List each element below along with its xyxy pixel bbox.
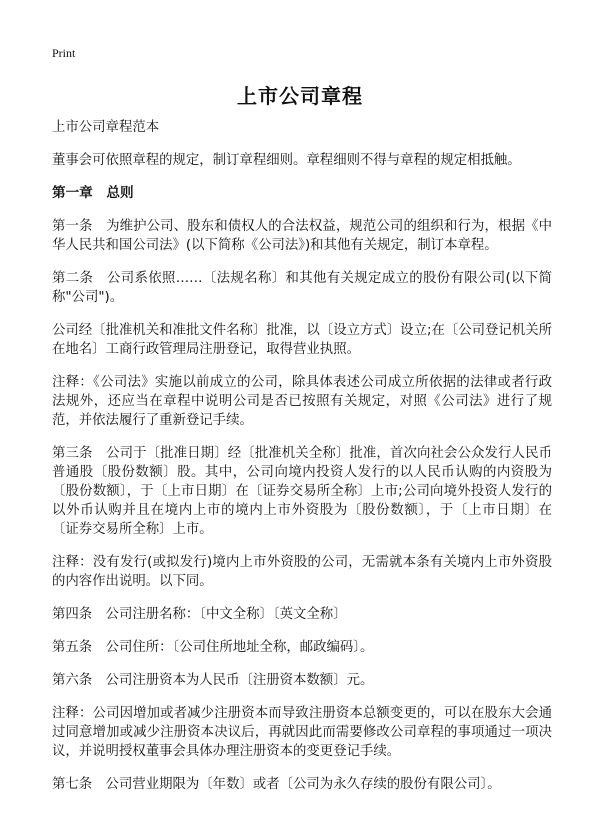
article-1: 第一条 为维护公司、股东和债权人的合法权益，规范公司的组织和行为，根据《中华人民共和国公司法》(以下简称《公司法》)和其他有关规定，制订本章程。	[52, 219, 552, 253]
article-2-continuation: 公司经〔批准机关和准批文件名称〕批准，以〔设立方式〕设立;在〔公司登记机关所在地名〕工商行政管理局注册登记，取得营业执照。	[52, 323, 552, 357]
print-link[interactable]: Print	[52, 46, 76, 60]
intro-paragraph: 董事会可依照章程的规定，制订章程细则。章程细则不得与章程的规定相抵触。	[52, 153, 521, 168]
chapter-heading: 第一章 总则	[52, 185, 134, 201]
article-6: 第六条 公司注册资本为人民币〔注册资本数额〕元。	[52, 673, 374, 688]
document-subtitle: 上市公司章程范本	[52, 120, 160, 135]
article-5: 第五条 公司住所：〔公司住所地址全称，邮政编码〕。	[52, 640, 374, 655]
document-title: 上市公司章程	[237, 84, 363, 108]
note-paragraph: 注释：《公司法》实施以前成立的公司，除具体表述公司成立所依据的法律或者行政法规外，还应当在章程中说明公司是否已按照有关规定，对照《公司法》进行了规范，并依法履行了重新登记手续。	[52, 375, 552, 428]
article-3: 第三条 公司于〔批准日期〕经〔批准机关全称〕批准，首次向社会公众发行人民币普通股〔股份数额〕股。其中，公司向境内投资人发行的以人民币认购的内资股为〔股份数额〕，于〔上市日期〕在〔证券交易所全称〕上市;公司向境外投资人发行的以外币认购并且在境内上市的境内上市外资股为〔股份数额〕，于〔上市日期〕在〔证券交易所全称〕上市。	[52, 446, 552, 537]
article-7: 第七条 公司营业期限为〔年数〕或者〔公司为永久存续的股份有限公司〕。	[52, 777, 501, 792]
note-paragraph: 注释：公司因增加或者减少注册资本而导致注册资本总额变更的，可以在股东大会通过同意增加或减少注册资本决议后，再就因此而需要修改公司章程的事项通过一项决议，并说明授权董事会具体办理注册资本的变更登记手续。	[52, 706, 552, 759]
document-body	[52, 118, 552, 808]
article-4: 第四条 公司注册名称：〔中文全称〕〔英文全称〕	[52, 607, 347, 622]
article-2: 第二条 公司系依照……〔法规名称〕和其他有关规定成立的股份有限公司(以下简称"公司")。	[52, 271, 552, 305]
note-paragraph: 注释：没有发行(或拟发行)境内上市外资股的公司，无需就本条有关境内上市外资股的内容作出说明。以下同。	[52, 555, 552, 589]
